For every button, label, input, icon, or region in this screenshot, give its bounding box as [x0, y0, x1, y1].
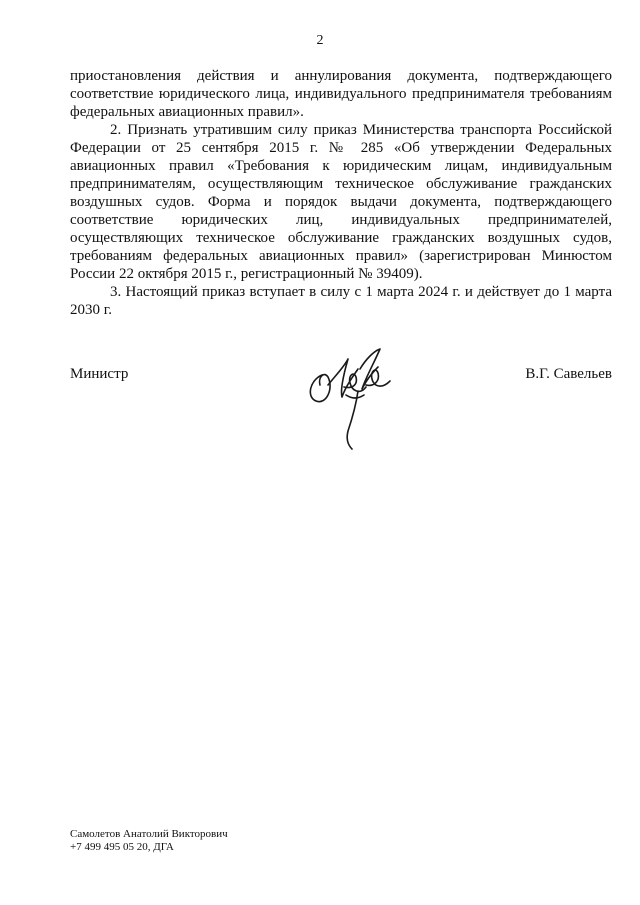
paragraph-item-2: 2. Признать утратившим силу приказ Министерства транспорта Российской Федерации от 25 сентября 2015 г. № 285 «Об утверждении Федеральных авиационных правил «Требования к юридическим лицам, индивидуальным предпринимателям, осуществляющим техническое обслуживание гражданских воздушных судов. Форма и порядок выдачи документа, подтверждающего соответствие юридических лиц, индивидуальных предпринимателей, осуществляющих техническое обслуживание гражданских воздушных судов, требованиям федеральных авиационных правил» (зарегистрирован Минюстом России 22 октября 2015 г., регистрационный № 39409).	[70, 122, 612, 282]
handwritten-signature-icon	[300, 345, 400, 455]
executor-phone: +7 499 495 05 20, ДГА	[70, 841, 174, 853]
page-number: 2	[316, 33, 324, 48]
paragraph-item-3: 3. Настоящий приказ вступает в силу с 1 марта 2024 г. и действует до 1 марта 2030 г.	[70, 284, 612, 318]
executor-info	[70, 828, 228, 854]
paragraph-continuation: приостановления действия и аннулирования документа, подтверждающего соответствие юридического лица, индивидуального предпринимателя требованиям федеральных авиационных правил».	[70, 68, 612, 120]
signatory-name: В.Г. Савельев	[525, 366, 612, 382]
executor-name: Самолетов Анатолий Викторович	[70, 828, 228, 840]
document-body	[70, 67, 612, 319]
signatory-title: Министр	[70, 366, 129, 382]
